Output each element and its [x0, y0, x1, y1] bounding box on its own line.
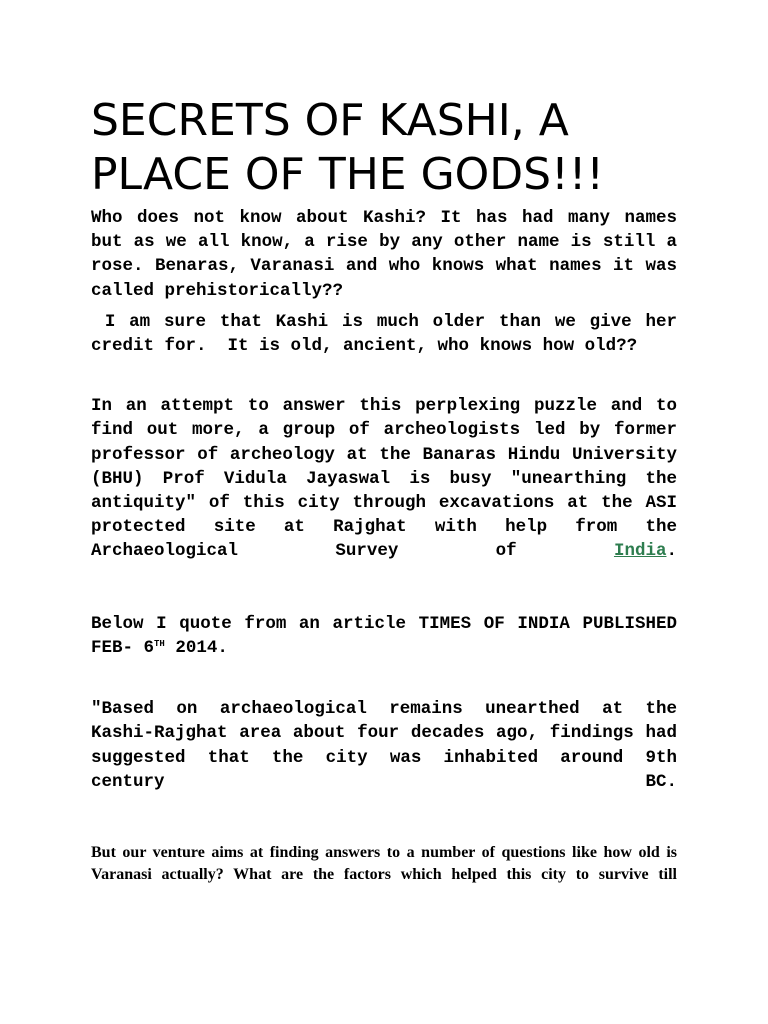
paragraph-quote [91, 697, 677, 818]
document-page [91, 0, 688, 908]
paragraph-venture [91, 842, 677, 908]
date-superscript: TH [154, 639, 165, 650]
paragraph-intro: Who does not know about Kashi? It has had many names but as we all know, a rise by any other name is still a rose. Benaras, Varanasi and who knows what names it was called prehistorically?? [91, 208, 677, 301]
paragraph-excavation [91, 394, 677, 588]
venture-text: But our venture aims at finding answers to a number of questions like how old is Varanasi actually? What are the factors which helped this city to survive till [91, 844, 677, 884]
india-link[interactable]: India [613, 541, 667, 562]
paragraph-age: I am sure that Kashi is much older than we give her credit for. It is old, ancient, who knows how old?? [91, 311, 688, 357]
quote-intro-text: Below I quote from an article TIMES OF INDIA PUBLISHED FEB- 6 [91, 613, 677, 659]
quote-intro-year: 2014. [164, 638, 228, 659]
quote-text: "Based on archaeological remains unearthed at the Kashi-Rajghat area about four decades ago, findings had suggested that the city was inhabited around 9th century BC. [91, 699, 677, 792]
paragraph-excavation-period: . [666, 541, 677, 562]
paragraph-excavation-text: In an attempt to answer this perplexing puzzle and to find out more, a group of archeologists led by former professor of archeology at the Banaras Hindu University (BHU) Prof Vidula Jayaswal is busy "unearthing the antiquity" of this city through excavations at the ASI protected site at Rajghat with help from the Archaeological Survey of [91, 396, 677, 562]
document-title: SECRETS OF KASHI, A PLACE OF THE GODS!!! [91, 95, 605, 200]
paragraph-quote-intro [91, 612, 677, 660]
